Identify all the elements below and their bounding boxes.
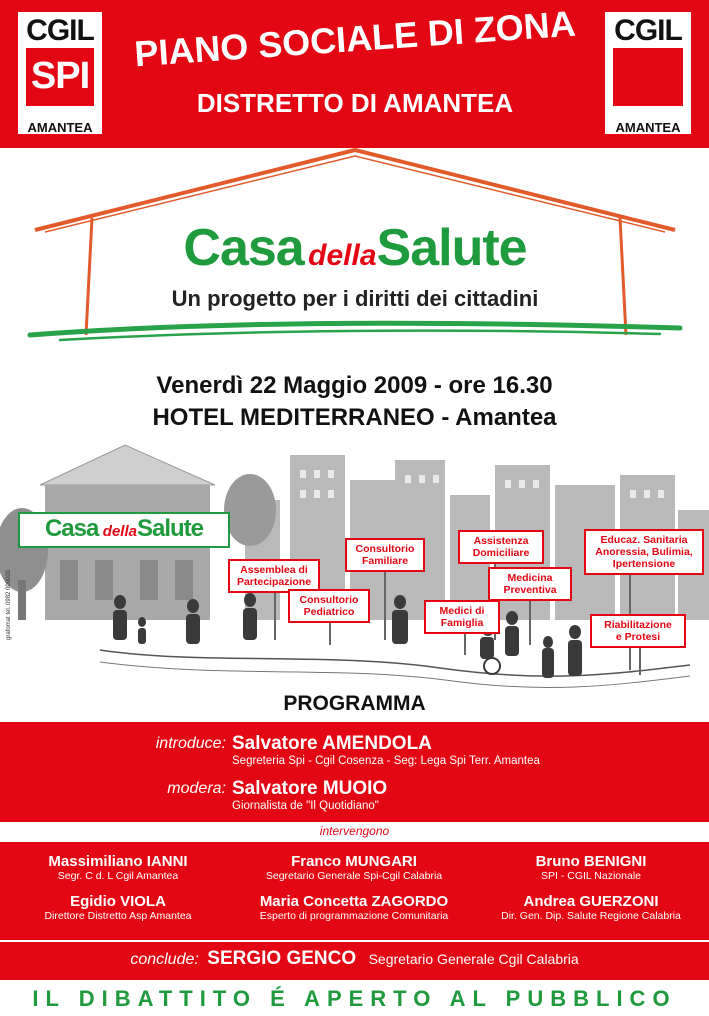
modera-role: modera:: [167, 780, 226, 797]
speaker-name: Andrea GUERZONI: [523, 893, 659, 910]
logo-right-city: AMANTEA: [615, 120, 681, 135]
sign-riabilitazione: [590, 614, 686, 648]
speaker-name: Maria Concetta ZAGORDO: [259, 893, 449, 910]
sign-riabilitazione-line1: Riabilitazione: [604, 619, 672, 631]
conclude-desc: Segretario Generale Cgil Calabria: [368, 951, 579, 967]
modera-name: Salvatore MUOIO: [232, 778, 388, 799]
introduce-name: Salvatore AMENDOLA: [232, 733, 432, 754]
speaker-mungari: [236, 853, 472, 882]
event-place: HOTEL MEDITERRANEO - Amantea: [152, 404, 557, 431]
conclude-block: [0, 948, 709, 970]
logo-right: [605, 12, 691, 134]
tree-mid: [224, 474, 276, 546]
sign-educaz-line3: Ipertensione: [612, 558, 676, 570]
sign-word-salute: Salute: [136, 515, 204, 542]
header-subtitle: DISTRETTO DI AMANTEA: [196, 88, 514, 118]
project-tagline: Un progetto per i diritti dei cittadini: [171, 286, 539, 311]
sign-assistenza: [458, 530, 544, 564]
speaker-desc: Segr. C d. L Cgil Amantea: [57, 870, 179, 882]
wall-left: [86, 218, 92, 335]
logo-left-red-block: [26, 48, 94, 106]
sign-educaz-line2: Anoressia, Bulimia,: [595, 546, 693, 558]
sign-consultorio-pediatrico-line1: Consultorio: [299, 594, 359, 606]
speaker-desc: Esperto di programmazione Comunitaria: [259, 910, 449, 922]
conclude-name: SERGIO GENCO: [207, 948, 357, 969]
speaker-name: Massimiliano IANNI: [48, 853, 188, 870]
logo-right-cgil: CGIL: [614, 14, 682, 47]
header-title: PIANO SOCIALE DI ZONA: [133, 2, 577, 75]
printer-credit: grafomat tel. 0982 000000: [6, 569, 12, 640]
sign-educaz-line1: Educaz. Sanitaria: [600, 534, 688, 546]
logo-right-red-block: [613, 48, 683, 106]
sign-consultorio-pediatrico: [288, 589, 370, 623]
sign-medicina-line2: Preventiva: [503, 584, 557, 596]
sign-medici: [424, 600, 500, 634]
speaker-guerzoni: [473, 893, 709, 922]
illustration-casa-sign: [18, 512, 230, 548]
speaker-name: Franco MUNGARI: [291, 853, 417, 870]
intervengono-label: intervengono: [319, 824, 390, 838]
project-title: [100, 218, 610, 278]
speaker-desc: SPI - CGIL Nazionale: [541, 870, 641, 882]
conclude-role: conclude:: [130, 951, 199, 968]
sign-medicina: [488, 567, 572, 601]
title-word-della: della: [308, 239, 377, 272]
introduce-desc: Segreteria Spi - Cgil Cosenza - Seg: Lega Spi Terr. Amantea: [232, 755, 540, 767]
title-word-casa: Casa: [183, 219, 304, 277]
sign-consultorio-pediatrico-line2: Pediatrico: [303, 606, 355, 618]
title-word-salute: Salute: [376, 219, 527, 277]
event-date: Venerdì 22 Maggio 2009 - ore 16.30: [156, 372, 553, 399]
conclude-divider: [0, 940, 709, 942]
sign-medicina-line1: Medicina: [507, 572, 553, 584]
logo-left-spi: SPI: [30, 55, 90, 97]
sign-assemblea-line2: Partecipazione: [236, 576, 312, 588]
speaker-ianni: [0, 853, 236, 882]
speaker-desc: Segretario Generale Spi-Cgil Calabria: [265, 870, 443, 882]
grass-line-2: [60, 331, 660, 340]
speaker-desc: Dir. Gen. Dip. Salute Regione Calabria: [501, 910, 681, 922]
speaker-name: Bruno BENIGNI: [535, 853, 647, 870]
clinic-roof: [40, 445, 215, 485]
sign-word-della: della: [102, 523, 137, 540]
sign-consultorio-familiare-line2: Familiare: [361, 555, 409, 567]
sign-word-casa: Casa: [44, 515, 99, 542]
footer-public-notice: IL DIBATTITO É APERTO AL PUBBLICO: [32, 986, 677, 1011]
speaker-name: Egidio VIOLA: [70, 893, 166, 910]
clinic-building: [45, 485, 210, 630]
program-heading: PROGRAMMA: [283, 692, 426, 715]
modera-desc: Giornalista de "Il Quotidiano": [232, 800, 379, 812]
sign-medici-line1: Medici di: [439, 605, 485, 617]
speaker-viola: [0, 893, 236, 922]
sign-medici-line2: Famiglia: [440, 617, 484, 629]
sign-riabilitazione-line2: e Protesi: [615, 631, 661, 643]
speaker-desc: Direttore Distretto Asp Amantea: [44, 910, 192, 922]
sign-consultorio-familiare: [345, 538, 425, 572]
sign-assemblea: [228, 559, 320, 593]
speaker-benigni: [473, 853, 709, 882]
wall-right: [620, 218, 626, 335]
sign-consultorio-familiare-line1: Consultorio: [355, 543, 415, 555]
logo-left-city: AMANTEA: [27, 120, 93, 135]
sign-assistenza-line1: Assistenza: [473, 535, 529, 547]
sign-educaz: [584, 529, 704, 575]
logo-left-cgil: CGIL: [26, 14, 94, 47]
speaker-zagordo: [236, 893, 472, 922]
introduce-role: introduce:: [155, 735, 226, 752]
sign-assemblea-line1: Assemblea di: [240, 564, 308, 576]
sign-assistenza-line2: Domiciliare: [472, 547, 530, 559]
logo-left: [18, 12, 102, 134]
